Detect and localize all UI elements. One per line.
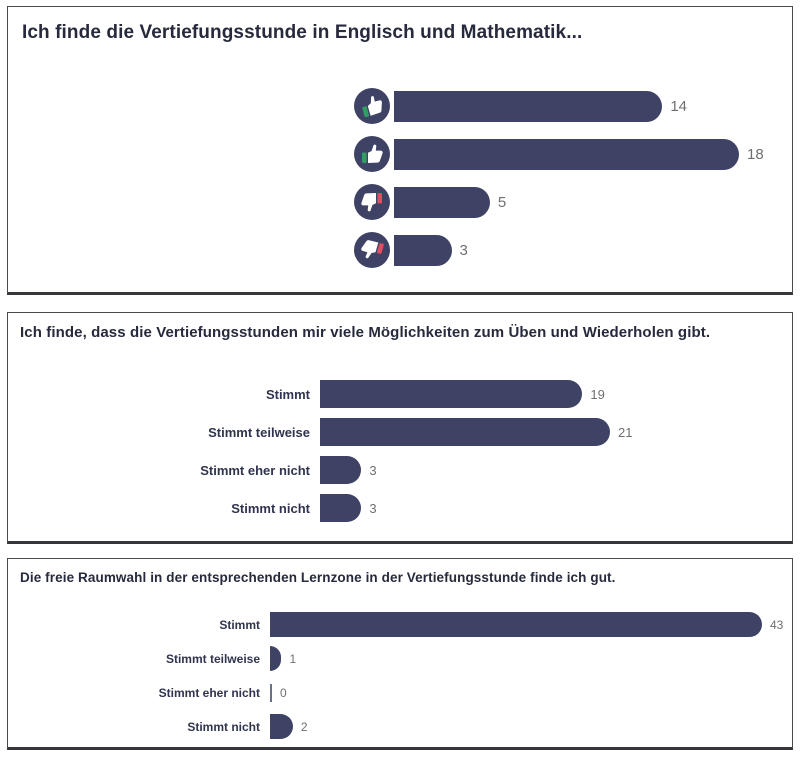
bar [394, 91, 662, 122]
category-label: Stimmt nicht [231, 500, 310, 516]
thumb-down-icon [354, 184, 390, 220]
zero-bar [270, 684, 272, 702]
chart-title: Ich finde, dass die Vertiefungsstunden mir viele Möglichkeiten zum Üben und Wiederholen gibt. [20, 324, 711, 341]
bar-value-label: 3 [369, 500, 377, 516]
thumb-up-icon [354, 136, 390, 172]
category-label: Stimmt eher nicht [158, 685, 260, 700]
bar-value-label: 5 [497, 193, 507, 211]
bar [270, 714, 293, 739]
bar-row [354, 232, 792, 268]
bar [320, 418, 610, 446]
bar-row [8, 612, 792, 637]
bar-row [8, 456, 792, 484]
chart-card-moeglichkeiten [7, 312, 793, 544]
bar-value-label: 14 [670, 97, 688, 115]
bar-value-label: 0 [280, 685, 287, 700]
bar-value-label: 2 [300, 719, 308, 734]
bar-value-label: 43 [770, 617, 784, 632]
bar-row [8, 494, 792, 522]
bar-row [354, 136, 792, 172]
bar-row [8, 714, 792, 739]
bar-value-label: 1 [289, 651, 297, 666]
chart-title: Die freie Raumwahl in der entsprechenden Lernzone in der Vertiefungsstunde finde ich gut. [20, 570, 616, 585]
thumb-up-tilted-icon [354, 88, 390, 124]
bar-value-label: 18 [747, 145, 764, 163]
bar [394, 187, 490, 218]
bar-plot [8, 380, 792, 522]
category-label: Stimmt [219, 617, 260, 632]
bar [394, 235, 452, 266]
category-label: Stimmt eher nicht [200, 462, 310, 478]
bar-row [8, 646, 792, 671]
bar [270, 612, 762, 637]
bar [320, 456, 361, 484]
bar-value-label: 19 [590, 386, 605, 402]
bar-value-label: 3 [369, 462, 377, 478]
chart-title: Ich finde die Vertiefungsstunde in Englisch und Mathematik... [22, 22, 583, 43]
bar-row [354, 88, 792, 124]
bar-row [8, 418, 792, 446]
bar-row [8, 680, 792, 705]
bar [270, 646, 281, 671]
bar-row [8, 380, 792, 408]
bar [320, 494, 361, 522]
category-label: Stimmt teilweise [165, 651, 260, 666]
bar-plot [8, 612, 792, 739]
category-label: Stimmt nicht [187, 719, 260, 734]
bar-plot [8, 88, 792, 268]
chart-card-raumwahl [7, 558, 793, 750]
bar-value-label: 3 [459, 241, 468, 259]
chart-card-vertiefungsstunde [7, 6, 793, 295]
category-label: Stimmt [265, 386, 310, 402]
thumb-down-tilted-icon [354, 232, 390, 268]
category-label: Stimmt teilweise [208, 424, 310, 440]
bar [394, 139, 739, 170]
bar-value-label: 21 [618, 424, 633, 440]
bar [320, 380, 582, 408]
bar-row [354, 184, 792, 220]
